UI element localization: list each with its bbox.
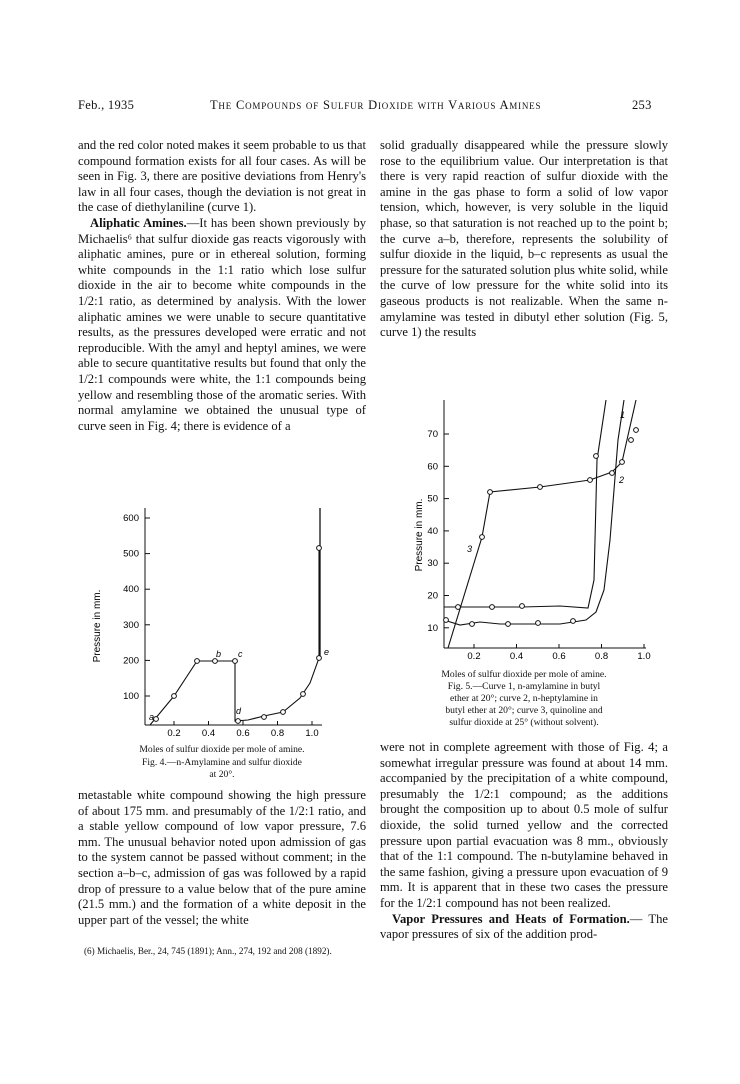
fig4-y-tick-label: 500 [123, 548, 139, 560]
y-axis-label: Pressure in mm. [414, 498, 425, 572]
data-point [480, 535, 485, 540]
caption-line: Fig. 5.—Curve 1, n-amylamine in butyl [447, 681, 601, 692]
data-point [317, 656, 322, 661]
paragraph [78, 216, 366, 434]
fig4-y-tick-label: 200 [123, 655, 139, 667]
data-point [213, 659, 218, 664]
curve-label-1: 1 [620, 410, 626, 420]
page-number: 253 [632, 98, 652, 112]
data-point [571, 619, 576, 624]
data-point [233, 659, 238, 664]
data-point [488, 490, 493, 495]
fig5-y-tick-label: 20 [427, 590, 438, 602]
paragraph-text: —It has been shown previously by Michaelis⁶ that sulfur dioxide gas reacts vigorously with aliphatic amines, pure or in ethereal solution, forming white compounds in the 1:1 ratio which lose sulfur dioxide in the air to become white compounds in the 1/2:1 ratio, as determined by analysis. With the lower aliphatic amines we were unable to secure quantitative results, as the pressures developed were erratic and not reproducible. With the amyl and heptyl amines, we were able to secure quantitative results but found that only the 1/2:1 compounds were white, the 1:1 compounds being yellow and resembling those of the aromatic series. With normal amylamine we obtained the unusual type of curve seen in Fig. 4; there is evidence of a [78, 215, 366, 433]
fig4-x-tick-label: 0.8 [270, 728, 285, 739]
paragraph: and the red color noted makes it seem probable to us that compound formation exists for all four cases. As will be seen in Fig. 3, there are positive deviations from Henry's law in all four cases, though the deviation is not great in the case of diethylaniline (curve 1). [78, 138, 366, 215]
data-point [634, 428, 639, 433]
point-label-c: c [238, 649, 243, 659]
fig4-x-tick-label: 0.6 [236, 728, 250, 739]
point-label-a: a [149, 712, 155, 722]
fig5-x-tick-label: 0.8 [594, 651, 609, 662]
data-point [588, 478, 593, 483]
fig5-x-tick-label: 0.4 [509, 651, 524, 662]
fig4-y-tick-label: 400 [123, 584, 139, 596]
data-point [317, 546, 322, 551]
data-point [281, 710, 286, 715]
point-label-e: e [324, 647, 330, 657]
data-point [536, 621, 541, 626]
running-header-date: Feb., 1935 [78, 98, 135, 112]
x-axis-label: Moles of sulfur dioxide per mole of amine. [441, 669, 607, 680]
figure-5-caption [380, 669, 668, 729]
data-point [301, 692, 306, 697]
section-heading: Vapor Pressures and Heats of Formation. [392, 911, 630, 926]
fig4-x-tick-label: 0.4 [201, 728, 216, 739]
data-point [444, 618, 449, 623]
fig5-y-tick-label: 70 [427, 429, 438, 440]
paragraph: metastable white compound showing the high pressure of about 175 mm. and presumably of the 1/2:1 ratio, and a stable yellow compound of low vapor pressure, 7.6 mm. The unusual behavior noted upon admission of gas to the system cannot be passed without comment; in the section a–b–c, admission of gas was followed by a rapid drop of pressure to a value below that of the pure amine (21.5 mm.) and the formation of a white deposit in the upper part of the vessel; the white [78, 788, 366, 927]
fig4-y-tick-label: 300 [123, 619, 139, 631]
caption-line: ether at 20°; curve 2, n-heptylamine in [450, 693, 598, 704]
running-header-title: The Compounds of Sulfur Dioxide with Various Amines [210, 98, 542, 112]
paragraph: solid gradually disappeared while the pressure slowly rose to the equilibrium value. Our interpretation is that there is very rapid reaction of sulfur dioxide with the amine in the gas phase to form a solid of low vapor tension, which, however, is very soluble in the liquid phase, so that saturation is not reached up to the point b; the curve a–b, therefore, represents the solubility of sulfur dioxide in the liquid, b–c represents as usual the pressure for the saturated solution plus white solid, while the curve of low pressure for the white solid into its gaseous products is not realizable. When the same n-amylamine was tested in dibutyl ether solution (Fig. 5, curve 1) the results [380, 138, 668, 340]
data-point [195, 659, 200, 664]
data-point [236, 719, 241, 724]
data-point [520, 604, 525, 609]
caption-line: butyl ether at 20°; curve 3, quinoline and [445, 705, 603, 716]
fig5-y-tick-label: 30 [427, 558, 438, 570]
caption-line: Fig. 4.—n-Amylamine and sulfur dioxide [142, 757, 302, 768]
paragraph: were not in complete agreement with those of Fig. 4; a somewhat irregular pressure was found at about 14 mm. accompanied by the precipitation of a white compound, presumably the 1/2:1 compound; as the additions brought the composition up to about 0.5 mole of sulfur dioxide, the solid turned yellow and the corrected pressure upon partial evacuation was 8 mm., obviously that of the 1:1 compound. The n-butylamine behaved in the same fashion, giving a pressure upon evacuation of 9 mm. It is apparent that in these two cases the pressure for the 1/2:1 compound has not been realized. [380, 740, 668, 910]
fig5-y-tick-label: 40 [427, 525, 438, 537]
fig4-x-tick-label: 0.2 [167, 728, 181, 739]
caption-line: sulfur dioxide at 25° (without solvent). [449, 717, 599, 728]
data-point [172, 694, 177, 699]
y-axis-label: Pressure in mm. [92, 589, 103, 663]
data-point [594, 454, 599, 459]
data-point [629, 438, 634, 443]
curve-label-2: 2 [619, 475, 625, 485]
fig4-x-tick-label: 1.0 [305, 728, 319, 739]
point-label-b: b [216, 649, 222, 659]
section-heading: Aliphatic Amines. [90, 215, 187, 230]
data-point [262, 715, 267, 720]
figure-4-caption [78, 757, 366, 781]
fig5-x-tick-label: 0.6 [552, 651, 566, 662]
fig5-x-tick-label: 0.2 [467, 651, 481, 662]
left-column-bottom [78, 788, 366, 928]
fig5-x-tick-label: 1.0 [637, 651, 651, 662]
fig5-y-tick-label: 50 [427, 493, 438, 505]
data-point [610, 471, 615, 476]
curve-label-3: 3 [467, 544, 473, 554]
footnote: (6) Michaelis, Ber., 24, 745 (1891); Ann., 274, 192 and 208 (1892). [84, 946, 332, 956]
right-column-top [380, 138, 668, 341]
left-column-top [78, 138, 366, 434]
data-point [456, 605, 461, 610]
paragraph [380, 912, 668, 943]
figure-4-xlabel: Moles of sulfur dioxide per mole of amine. [139, 744, 305, 755]
fig4-y-tick-label: 100 [123, 691, 139, 702]
data-point [470, 622, 475, 627]
fig4-y-tick-label: 600 [123, 513, 139, 524]
data-point [506, 622, 511, 627]
data-point [154, 717, 159, 722]
point-label-d: d [236, 706, 242, 716]
fig5-y-tick-label: 10 [427, 622, 438, 634]
figure-5-chart [400, 390, 662, 668]
caption-line: at 20°. [209, 769, 235, 780]
paragraph-text: — The vapor pressures of six of the addition prod- [380, 911, 668, 942]
data-point [538, 485, 543, 490]
data-point [490, 605, 495, 610]
right-column-bottom [380, 740, 668, 943]
figure-4-chart [88, 498, 358, 743]
data-point [620, 460, 625, 465]
fig5-y-tick-label: 60 [427, 461, 438, 473]
